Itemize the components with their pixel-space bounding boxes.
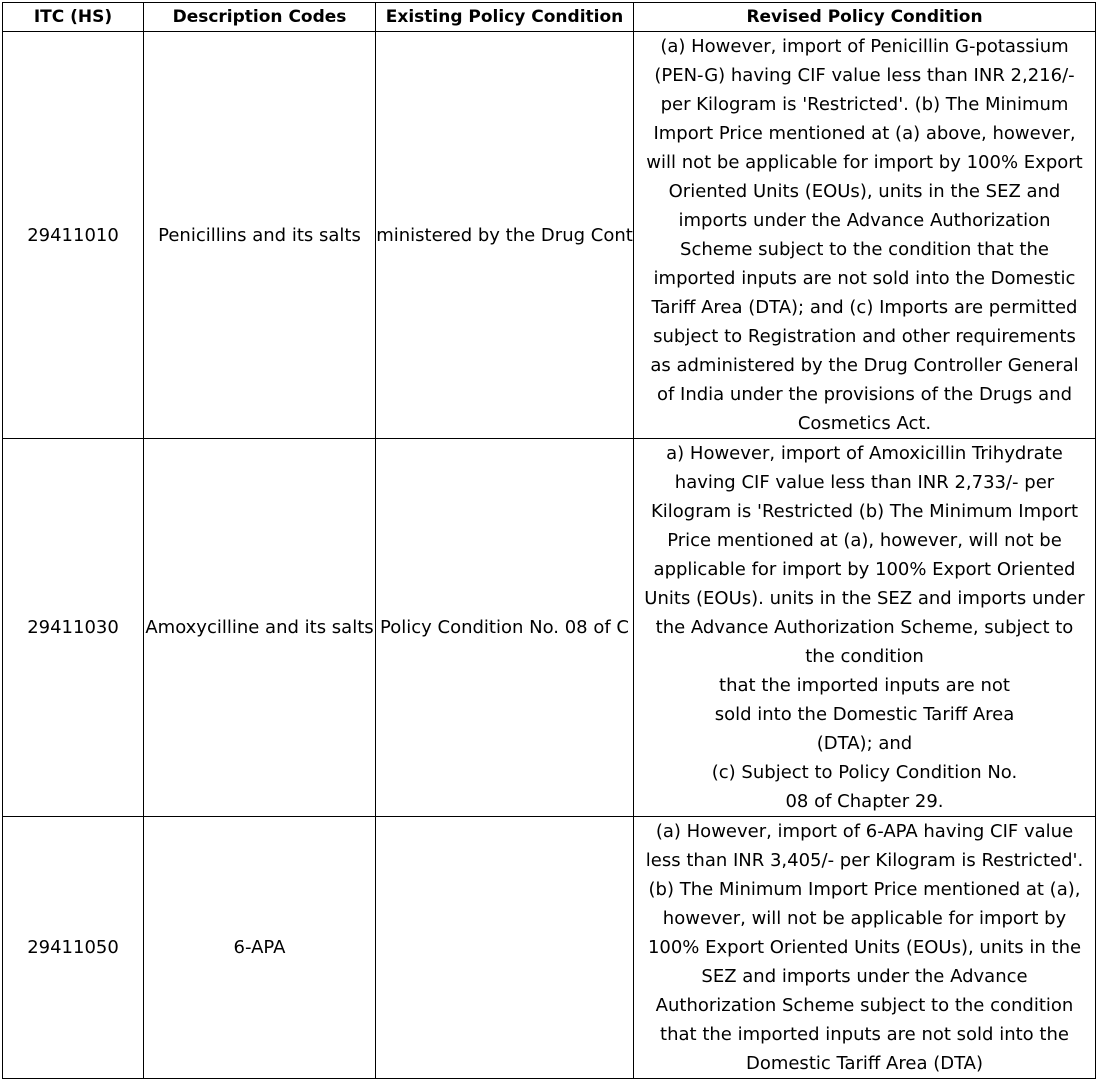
existing-policy-cell[interactable]	[376, 817, 634, 1079]
revised-policy-line: will not be applicable for import by 100% Export	[646, 152, 1083, 173]
revised-policy-line: Cosmetics Act.	[797, 413, 932, 434]
revised-policy-line: however, will not be applicable for import by	[662, 908, 1067, 929]
description-cell[interactable]: 6-APA	[144, 817, 376, 1079]
revised-policy-line: Import Price mentioned at (a) above, however,	[653, 123, 1076, 144]
revised-policy-line: (a) However, import of Penicillin G-potassium	[660, 36, 1069, 57]
itc-code-cell[interactable]: 29411010	[3, 32, 144, 439]
revised-policy-line: applicable for import by 100% Export Oriented	[653, 559, 1076, 580]
revised-policy-line: SEZ and imports under the Advance	[701, 966, 1028, 987]
table-row	[3, 817, 1096, 1079]
revised-policy-line: 100% Export Oriented Units (EOUs), units in the	[647, 937, 1082, 958]
revised-policy-line: imports under the Advance Authorization	[678, 210, 1051, 231]
header-row	[3, 3, 1096, 32]
revised-policy-line: (PEN-G) having CIF value less than INR 2,216/-	[654, 65, 1075, 86]
revised-policy-line: having CIF value less than INR 2,733/- per	[674, 472, 1055, 493]
revised-policy-line: Tariff Area (DTA); and (c) Imports are permitted	[651, 297, 1078, 318]
header-revised-policy[interactable]: Revised Policy Condition	[634, 3, 1096, 32]
revised-policy-line: (c) Subject to Policy Condition No.	[711, 762, 1018, 783]
revised-policy-line: that the imported inputs are not	[719, 675, 1010, 696]
header-description-codes[interactable]: Description Codes	[144, 3, 376, 32]
revised-policy-line: per Kilogram is 'Restricted'. (b) The Minimum	[660, 94, 1069, 115]
revised-policy-line: (DTA); and	[816, 733, 913, 754]
revised-policy-line: Kilogram is 'Restricted (b) The Minimum Import	[650, 501, 1079, 522]
existing-policy-cell[interactable]: ministered by the Drug Cont	[376, 32, 634, 439]
revised-policy-line: the Advance Authorization Scheme, subject to	[655, 617, 1074, 638]
revised-policy-cell[interactable]	[634, 32, 1096, 439]
policy-table	[2, 2, 1096, 1079]
revised-policy-line: as administered by the Drug Controller General	[650, 355, 1079, 376]
itc-code-cell[interactable]: 29411050	[3, 817, 144, 1079]
revised-policy-line: (b) The Minimum Import Price mentioned at (a),	[648, 879, 1081, 900]
revised-policy-line: 08 of Chapter 29.	[785, 791, 944, 812]
header-existing-policy[interactable]: Existing Policy Condition	[376, 3, 634, 32]
revised-policy-line: Price mentioned at (a), however, will not be	[667, 530, 1062, 551]
revised-policy-line: imported inputs are not sold into the Domestic	[653, 268, 1076, 289]
revised-policy-line: Oriented Units (EOUs), units in the SEZ and	[668, 181, 1061, 202]
description-cell[interactable]: Penicillins and its salts	[144, 32, 376, 439]
revised-policy-line: Units (EOUs). units in the SEZ and imports under	[644, 588, 1085, 609]
itc-code-cell[interactable]: 29411030	[3, 439, 144, 817]
revised-policy-line: the condition	[805, 646, 924, 667]
revised-policy-line: less than INR 3,405/- per Kilogram is Restricted'.	[645, 850, 1084, 871]
revised-policy-line: that the imported inputs are not sold into the	[660, 1024, 1069, 1045]
header-itc-hs[interactable]: ITC (HS)	[3, 3, 144, 32]
revised-policy-line: Scheme subject to the condition that the	[680, 239, 1049, 260]
revised-policy-line: Authorization Scheme subject to the condition	[655, 995, 1074, 1016]
revised-policy-line: of India under the provisions of the Drugs and	[656, 384, 1073, 405]
revised-policy-cell[interactable]	[634, 439, 1096, 817]
revised-policy-line: Domestic Tariff Area (DTA)	[745, 1053, 984, 1074]
revised-policy-line: sold into the Domestic Tariff Area	[714, 704, 1015, 725]
description-cell[interactable]: Amoxycilline and its salts	[144, 439, 376, 817]
revised-policy-line: a) However, import of Amoxicillin Trihydrate	[666, 443, 1063, 464]
table-row	[3, 439, 1096, 817]
existing-policy-cell[interactable]: Policy Condition No. 08 of C	[376, 439, 634, 817]
revised-policy-cell[interactable]	[634, 817, 1096, 1079]
table-row	[3, 32, 1096, 439]
revised-policy-line: subject to Registration and other requirements	[653, 326, 1076, 347]
revised-policy-line: (a) However, import of 6-APA having CIF value	[655, 821, 1074, 842]
